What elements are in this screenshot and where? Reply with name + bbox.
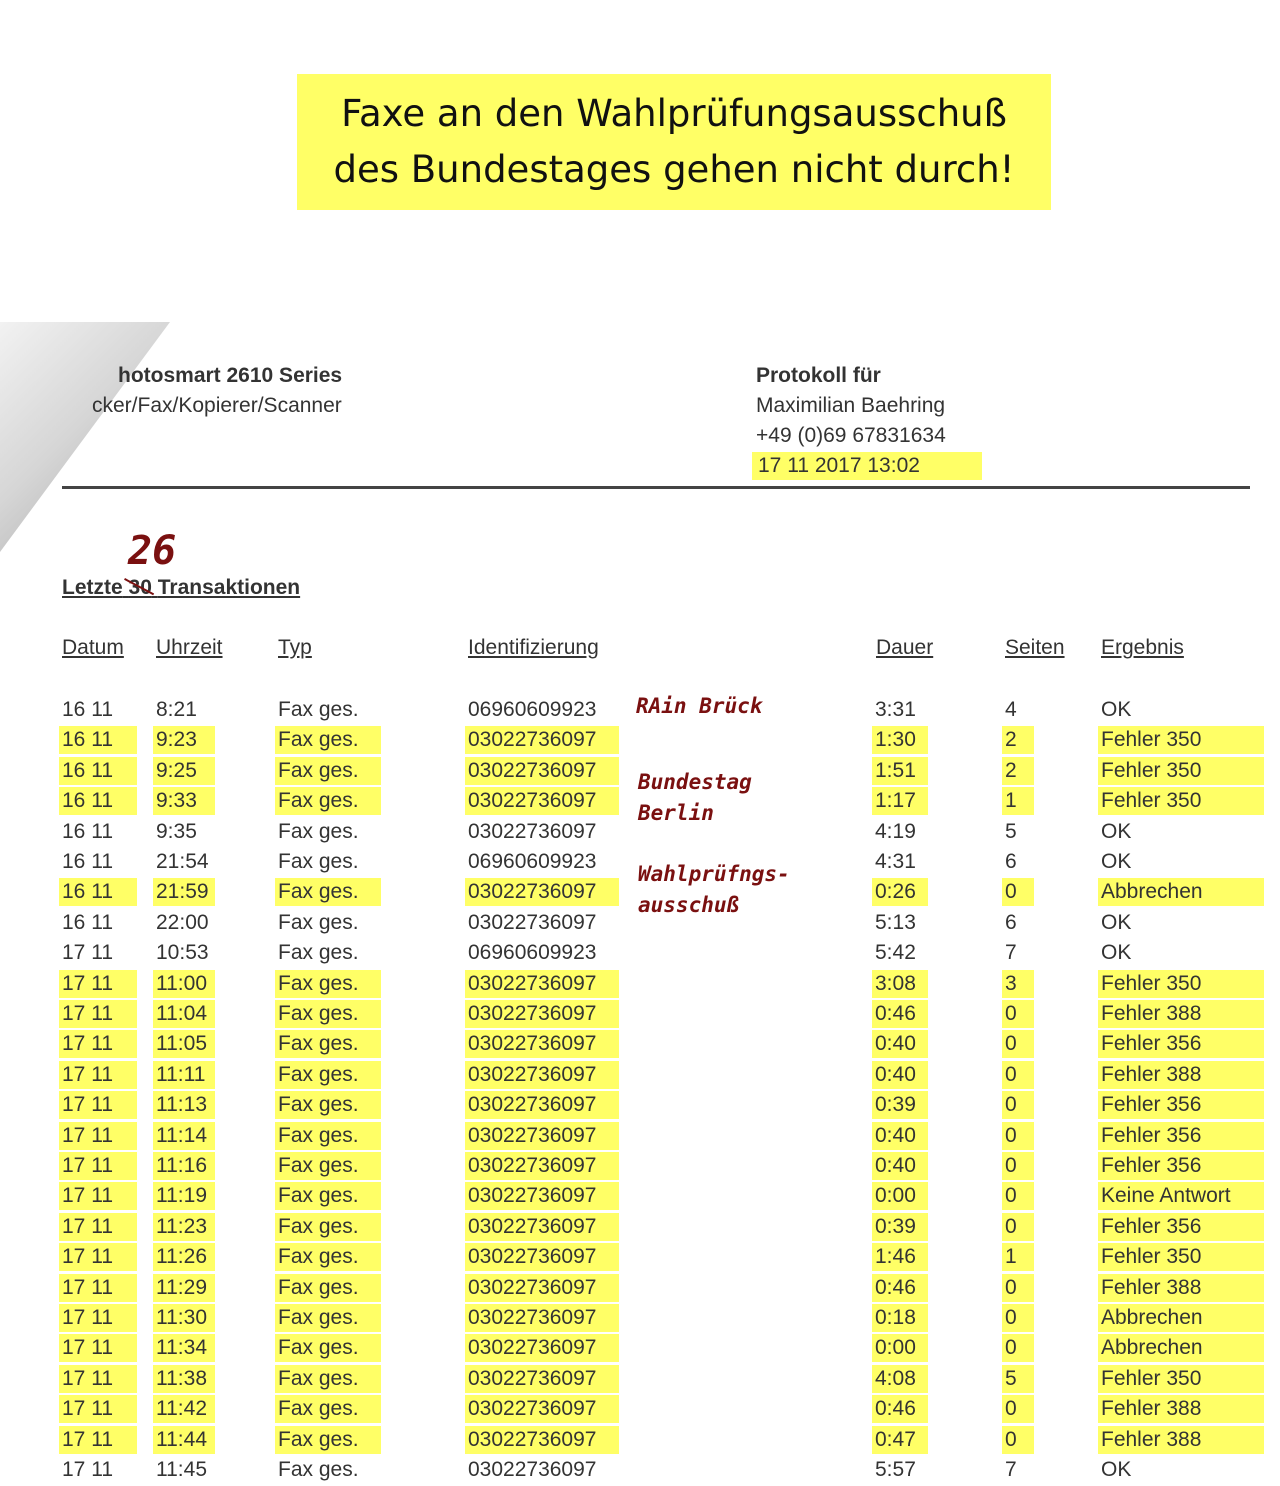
cell-id: 03022736097 [465,1061,619,1089]
cell-dauer: 0:46 [872,1395,928,1423]
cell-uhrzeit: 10:53 [156,941,209,965]
cell-typ: Fax ges. [275,1274,381,1302]
protocol-title: Protokoll für [756,364,881,387]
header-divider [62,486,1250,489]
table-row [0,726,1280,756]
cell-uhrzeit: 9:23 [153,726,215,754]
table-row [0,1274,1280,1304]
cell-uhrzeit: 11:42 [153,1395,215,1423]
cell-datum: 16 11 [59,726,137,754]
cell-ergebnis: Abbrechen [1098,878,1264,906]
cell-ergebnis: Fehler 350 [1098,757,1264,785]
cell-seiten: 0 [1002,1334,1034,1362]
table-row [0,1213,1280,1243]
cell-typ: Fax ges. [275,1426,381,1454]
cell-uhrzeit: 11:04 [153,1000,215,1028]
table-row [0,1395,1280,1425]
table-row [0,970,1280,1000]
col-identifizierung: Identifizierung [468,636,599,659]
cell-dauer: 0:18 [872,1304,928,1332]
cell-ergebnis: Fehler 350 [1098,970,1264,998]
cell-id: 03022736097 [465,1243,619,1271]
cell-datum: 17 11 [59,1243,137,1271]
annotation-wahl-line-1: Wahlprüfngs- [638,862,790,886]
cell-datum: 17 11 [59,1152,137,1180]
cell-id: 03022736097 [465,1122,619,1150]
table-row [0,1061,1280,1091]
cell-seiten: 7 [1005,1458,1017,1481]
cell-uhrzeit: 11:19 [153,1182,215,1210]
cell-ergebnis: Abbrechen [1098,1304,1264,1332]
cell-seiten: 1 [1002,1243,1034,1271]
cell-datum: 16 11 [62,819,113,843]
cell-ergebnis: Fehler 388 [1098,1061,1264,1089]
cell-datum: 16 11 [62,910,113,934]
cell-datum: 16 11 [59,787,137,815]
cell-datum: 16 11 [59,878,137,906]
cell-datum: 17 11 [59,1274,137,1302]
table-row [0,1030,1280,1060]
cell-ergebnis: Fehler 356 [1098,1091,1264,1119]
cell-seiten: 0 [1002,1091,1034,1119]
headline-banner [297,74,1051,210]
cell-datum: 17 11 [59,1365,137,1393]
table-row [0,1426,1280,1456]
cell-typ: Fax ges. [275,1000,381,1028]
headline-line-1: Faxe an den Wahlprüfungsausschuß [341,92,1007,135]
handwritten-count: 26 [128,528,177,574]
cell-typ: Fax ges. [275,1304,381,1332]
cell-uhrzeit: 22:00 [156,910,209,934]
cell-datum: 17 11 [59,1000,137,1028]
cell-datum: 17 11 [59,1122,137,1150]
device-model: hotosmart 2610 Series [118,364,343,387]
annotation-bundestag: Bundestag [638,770,752,794]
cell-id: 03022736097 [465,1304,619,1332]
cell-uhrzeit: 11:30 [153,1304,215,1332]
cell-uhrzeit: 11:14 [153,1122,215,1150]
cell-uhrzeit: 21:59 [153,878,215,906]
protocol-datetime: 17 11 2017 13:02 [752,452,982,480]
cell-datum: 17 11 [59,1334,137,1362]
cell-ergebnis: Abbrechen [1098,1334,1264,1362]
cell-ergebnis: Fehler 356 [1098,1213,1264,1241]
cell-id: 03022736097 [468,1458,597,1481]
cell-id: 03022736097 [465,1182,619,1210]
cell-seiten: 6 [1005,850,1017,873]
cell-id: 03022736097 [465,757,619,785]
table-row [0,1000,1280,1030]
cell-typ: Fax ges. [275,787,381,815]
table-row [0,1456,1280,1486]
cell-typ: Fax ges. [275,1243,381,1271]
cell-seiten: 3 [1002,970,1034,998]
cell-dauer: 1:51 [872,757,928,785]
cell-id: 06960609923 [468,941,597,965]
cell-id: 03022736097 [465,726,619,754]
cell-uhrzeit: 11:29 [153,1274,215,1302]
cell-ergebnis: OK [1101,1458,1132,1481]
cell-dauer: 4:31 [875,850,916,873]
cell-seiten: 0 [1002,878,1034,906]
cell-dauer: 0:40 [872,1061,928,1089]
cell-seiten: 2 [1002,726,1034,754]
cell-ergebnis: Fehler 356 [1098,1152,1264,1180]
col-datum: Datum [62,636,124,659]
cell-seiten: 0 [1002,1274,1034,1302]
cell-uhrzeit: 11:34 [153,1334,215,1362]
cell-id: 03022736097 [465,970,619,998]
cell-dauer: 0:40 [872,1152,928,1180]
cell-dauer: 0:40 [872,1030,928,1058]
col-dauer: Dauer [876,636,934,659]
cell-datum: 17 11 [59,1426,137,1454]
transactions-printed-count: 30 [128,576,152,599]
cell-datum: 17 11 [62,941,113,965]
cell-seiten: 0 [1002,1182,1034,1210]
cell-uhrzeit: 11:23 [153,1213,215,1241]
cell-dauer: 4:08 [872,1365,928,1393]
transactions-title-prefix: Letzte [62,576,123,599]
cell-dauer: 0:46 [872,1000,928,1028]
cell-dauer: 3:08 [872,970,928,998]
cell-dauer: 5:57 [875,1458,916,1481]
device-type: cker/Fax/Kopierer/Scanner [92,394,342,417]
cell-seiten: 5 [1005,819,1017,843]
protocol-name: Maximilian Baehring [756,394,946,417]
cell-typ: Fax ges. [275,1152,381,1180]
cell-ergebnis: Fehler 356 [1098,1030,1264,1058]
cell-ergebnis: OK [1101,941,1132,965]
cell-seiten: 0 [1002,1426,1034,1454]
cell-typ: Fax ges. [278,819,359,843]
table-row [0,1152,1280,1182]
cell-uhrzeit: 9:35 [156,819,197,843]
cell-dauer: 5:42 [875,941,916,965]
cell-ergebnis: OK [1101,910,1132,934]
cell-uhrzeit: 11:11 [153,1061,215,1089]
cell-seiten: 0 [1002,1152,1034,1180]
cell-typ: Fax ges. [275,878,381,906]
cell-uhrzeit: 11:05 [153,1030,215,1058]
cell-id: 03022736097 [465,1365,619,1393]
cell-datum: 17 11 [59,1182,137,1210]
cell-seiten: 0 [1002,1000,1034,1028]
cell-datum: 17 11 [59,1304,137,1332]
cell-datum: 17 11 [59,970,137,998]
cell-typ: Fax ges. [275,1091,381,1119]
cell-seiten: 6 [1005,910,1017,934]
cell-dauer: 0:39 [872,1213,928,1241]
cell-typ: Fax ges. [278,850,359,873]
cell-seiten: 4 [1005,698,1017,721]
cell-id: 03022736097 [465,1152,619,1180]
table-row [0,1122,1280,1152]
cell-ergebnis: Fehler 388 [1098,1274,1264,1302]
cell-typ: Fax ges. [278,698,359,721]
cell-seiten: 0 [1002,1213,1034,1241]
cell-seiten: 0 [1002,1122,1034,1150]
cell-uhrzeit: 11:26 [153,1243,215,1271]
cell-uhrzeit: 8:21 [156,698,197,721]
table-row [0,1243,1280,1273]
cell-dauer: 5:13 [875,910,916,934]
cell-typ: Fax ges. [275,970,381,998]
cell-datum: 17 11 [59,1091,137,1119]
cell-dauer: 1:46 [872,1243,928,1271]
cell-uhrzeit: 9:25 [153,757,215,785]
cell-seiten: 2 [1002,757,1034,785]
cell-datum: 17 11 [59,1213,137,1241]
annotation-berlin: Berlin [638,801,714,825]
cell-seiten: 0 [1002,1304,1034,1332]
annotation-rain: RAin Brück [636,694,763,718]
cell-seiten: 7 [1005,941,1017,965]
cell-uhrzeit: 11:16 [153,1152,215,1180]
cell-dauer: 0:46 [872,1274,928,1302]
cell-uhrzeit: 9:33 [153,787,215,815]
cell-ergebnis: Fehler 388 [1098,1395,1264,1423]
table-row [0,1091,1280,1121]
cell-id: 03022736097 [465,878,619,906]
cell-ergebnis: Fehler 350 [1098,1365,1264,1393]
cell-typ: Fax ges. [275,757,381,785]
table-row [0,1334,1280,1364]
protocol-phone: +49 (0)69 67831634 [756,424,946,447]
cell-dauer: 0:00 [872,1182,928,1210]
cell-typ: Fax ges. [275,1395,381,1423]
cell-typ: Fax ges. [278,1458,359,1481]
cell-typ: Fax ges. [275,1122,381,1150]
cell-datum: 16 11 [62,698,113,721]
transactions-title-suffix: Transaktionen [157,576,301,599]
cell-typ: Fax ges. [278,941,359,965]
cell-datum: 17 11 [59,1030,137,1058]
cell-typ: Fax ges. [275,1061,381,1089]
cell-ergebnis: OK [1101,698,1132,721]
table-row [0,939,1280,969]
cell-uhrzeit: 21:54 [156,850,209,873]
table-row [0,1304,1280,1334]
cell-seiten: 0 [1002,1030,1034,1058]
cell-id: 03022736097 [465,1000,619,1028]
cell-uhrzeit: 11:13 [153,1091,215,1119]
cell-ergebnis: Keine Antwort [1098,1182,1264,1210]
cell-datum: 17 11 [59,1395,137,1423]
cell-dauer: 1:30 [872,726,928,754]
cell-dauer: 3:31 [875,698,916,721]
cell-typ: Fax ges. [275,1030,381,1058]
cell-dauer: 4:19 [875,819,916,843]
cell-datum: 16 11 [59,757,137,785]
cell-id: 03022736097 [465,1426,619,1454]
cell-typ: Fax ges. [275,1213,381,1241]
cell-ergebnis: Fehler 388 [1098,1000,1264,1028]
cell-datum: 16 11 [62,850,113,873]
page-curl-shadow [0,322,170,552]
cell-typ: Fax ges. [275,726,381,754]
col-uhrzeit: Uhrzeit [156,636,223,659]
cell-typ: Fax ges. [278,910,359,934]
cell-dauer: 0:40 [872,1122,928,1150]
cell-id: 03022736097 [465,1334,619,1362]
cell-uhrzeit: 11:45 [156,1458,207,1481]
cell-uhrzeit: 11:44 [153,1426,215,1454]
cell-seiten: 5 [1002,1365,1034,1393]
cell-typ: Fax ges. [275,1334,381,1362]
cell-ergebnis: Fehler 350 [1098,1243,1264,1271]
cell-id: 03022736097 [468,910,597,934]
cell-uhrzeit: 11:38 [153,1365,215,1393]
cell-uhrzeit: 11:00 [153,970,215,998]
table-row [0,1182,1280,1212]
cell-seiten: 0 [1002,1395,1034,1423]
cell-seiten: 0 [1002,1061,1034,1089]
cell-ergebnis: Fehler 356 [1098,1122,1264,1150]
headline-line-2: des Bundestages gehen nicht durch! [333,148,1015,191]
cell-id: 03022736097 [465,1213,619,1241]
cell-id: 03022736097 [465,1030,619,1058]
col-seiten: Seiten [1005,636,1065,659]
cell-dauer: 0:39 [872,1091,928,1119]
transactions-title [62,576,300,600]
cell-dauer: 0:26 [872,878,928,906]
cell-id: 03022736097 [465,1395,619,1423]
annotation-wahl-line-2: ausschuß [638,893,740,917]
cell-id: 03022736097 [468,819,597,843]
cell-id: 03022736097 [465,1091,619,1119]
cell-ergebnis: OK [1101,819,1132,843]
cell-id: 06960609923 [468,850,597,873]
cell-id: 06960609923 [468,698,597,721]
cell-dauer: 0:00 [872,1334,928,1362]
cell-dauer: 0:47 [872,1426,928,1454]
cell-id: 03022736097 [465,1274,619,1302]
cell-ergebnis: OK [1101,850,1132,873]
table-row [0,1365,1280,1395]
cell-ergebnis: Fehler 350 [1098,787,1264,815]
cell-ergebnis: Fehler 388 [1098,1426,1264,1454]
cell-ergebnis: Fehler 350 [1098,726,1264,754]
col-typ: Typ [278,636,312,659]
cell-seiten: 1 [1002,787,1034,815]
cell-id: 03022736097 [465,787,619,815]
cell-datum: 17 11 [59,1061,137,1089]
cell-datum: 17 11 [62,1458,113,1481]
col-ergebnis: Ergebnis [1101,636,1184,659]
cell-dauer: 1:17 [872,787,928,815]
cell-typ: Fax ges. [275,1365,381,1393]
cell-typ: Fax ges. [275,1182,381,1210]
